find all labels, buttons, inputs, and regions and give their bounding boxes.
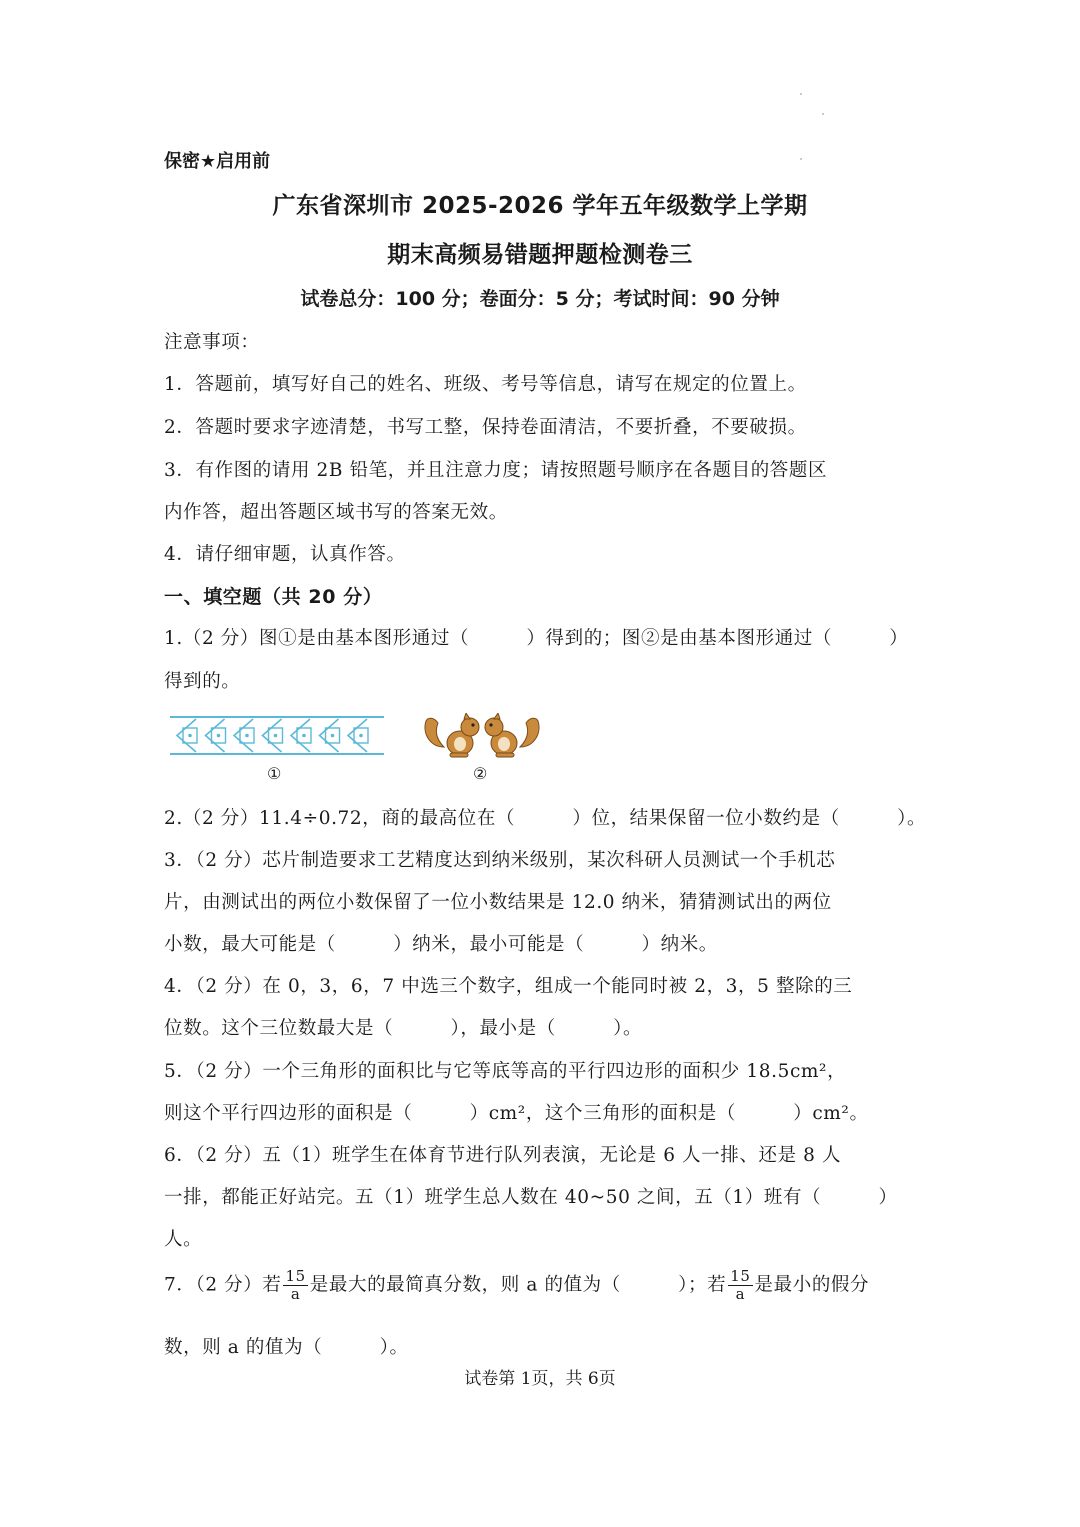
question-4-line1: 4．（2 分）在 0，3，6，7 中选三个数字，组成一个能同时被 2，3，5 整除的三	[164, 976, 853, 997]
pattern-tile	[320, 719, 340, 752]
question-7-line1	[164, 1268, 869, 1303]
question-6-line2: 一排，都能正好站完。五（1）班学生总人数在 40~50 之间，五（1）班有（ ）	[164, 1187, 898, 1208]
fraction-denominator: a	[735, 1285, 746, 1303]
fraction-numerator: 15	[730, 1267, 751, 1285]
section-heading: 一、填空题（共 20 分）	[164, 586, 383, 608]
scan-speck	[822, 113, 824, 115]
question-1-line2: 得到的。	[164, 671, 241, 692]
q7-part-a: 7．（2 分）若	[164, 1274, 282, 1296]
notes-heading: 注意事项：	[164, 332, 260, 353]
figure-1-label: ①	[267, 764, 282, 783]
question-3-line3: 小数，最大可能是（ ）纳米，最小可能是（ ）纳米。	[164, 934, 718, 955]
question-6-line1: 6．（2 分）五（1）班学生在体育节进行队列表演，无论是 6 人一排、还是 8 人	[164, 1145, 842, 1166]
exam-meta: 试卷总分：100 分；卷面分：5 分；考试时间：90 分钟	[300, 288, 780, 310]
pattern-tile	[348, 719, 368, 752]
question-5-line2: 则这个平行四边形的面积是（ ）cm²，这个三角形的面积是（ ）cm²。	[164, 1103, 869, 1124]
note-item: 1．答题前，填写好自己的姓名、班级、考号等信息，请写在规定的位置上。	[164, 374, 807, 395]
note-item: 3．有作图的请用 2B 铅笔，并且注意力度；请按照题号顺序在各题目的答题区	[164, 460, 828, 481]
question-4-line2: 位数。这个三位数最大是（ ），最小是（ ）。	[164, 1018, 643, 1039]
q7-part-b: 是最大的最简真分数，则 a 的值为（ ）；若	[309, 1274, 727, 1296]
question-3-line2: 片，由测试出的两位小数保留了一位小数结果是 12.0 纳米，猜猜测试出的两位	[164, 892, 832, 913]
page-footer: 试卷第 1页，共 6页	[464, 1369, 616, 1389]
translation-pattern-figure	[170, 714, 384, 758]
fraction-numerator: 15	[285, 1267, 306, 1285]
scan-speck	[800, 158, 802, 160]
squirrel-right	[485, 713, 539, 757]
note-item: 内作答，超出答题区域书写的答案无效。	[164, 502, 508, 523]
pattern-tile	[263, 719, 283, 752]
pattern-tile	[291, 719, 311, 752]
pattern-tile	[206, 719, 226, 752]
question-2: 2.（2 分）11.4÷0.72，商的最高位在（ ）位，结果保留一位小数约是（ ）。	[164, 808, 927, 829]
note-item: 4．请仔细审题，认真作答。	[164, 544, 406, 565]
fraction-denominator: a	[290, 1285, 301, 1303]
fraction-15-over-a	[728, 1268, 752, 1303]
exam-title-line2: 期末高频易错题押题检测卷三	[387, 242, 693, 268]
question-1-line1: 1.（2 分）图①是由基本图形通过（ ）得到的；图②是由基本图形通过（ ）	[164, 628, 909, 649]
question-7-line2: 数，则 a 的值为（ ）。	[164, 1337, 409, 1358]
pattern-tile	[177, 719, 197, 752]
question-5-line1: 5．（2 分）一个三角形的面积比与它等底等高的平行四边形的面积少 18.5cm²，	[164, 1061, 847, 1082]
note-item: 2．答题时要求字迹清楚，书写工整，保持卷面清洁，不要折叠，不要破损。	[164, 417, 807, 438]
squirrel-symmetry-figure	[420, 713, 544, 761]
scan-speck	[800, 93, 802, 95]
q7-part-c: 是最小的假分	[754, 1274, 870, 1296]
exam-title-line1: 广东省深圳市 2025-2026 学年五年级数学上学期	[272, 193, 808, 219]
fraction-15-over-a	[283, 1268, 307, 1303]
squirrel-left	[425, 713, 479, 757]
question-6-line3: 人。	[164, 1229, 203, 1250]
question-3-line1: 3．（2 分）芯片制造要求工艺精度达到纳米级别，某次科研人员测试一个手机芯	[164, 850, 836, 871]
pattern-tile	[234, 719, 254, 752]
figure-2-label: ②	[473, 764, 488, 783]
confidential-label: 保密★启用前	[164, 151, 271, 172]
